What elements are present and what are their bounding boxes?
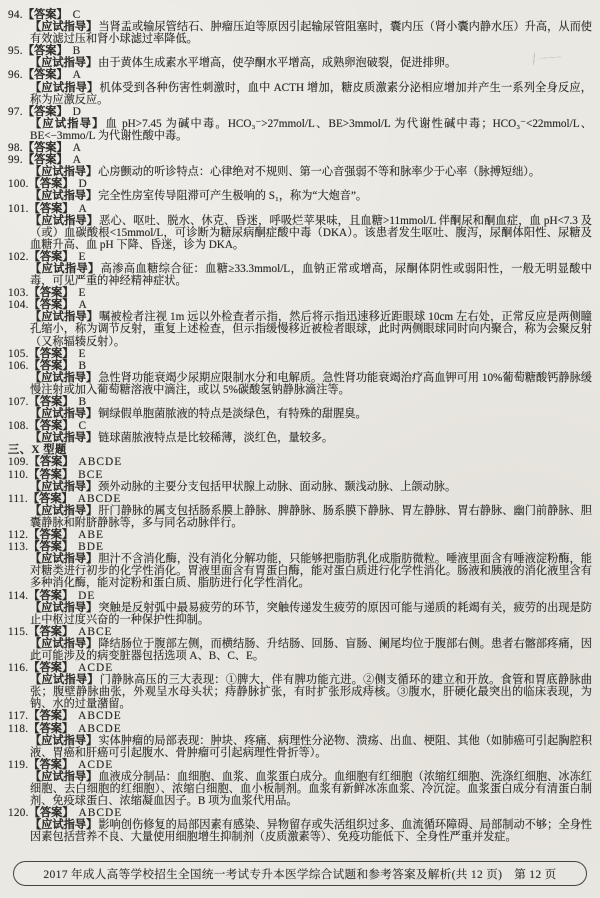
guide-label: 【应试指导】 [30, 371, 98, 384]
answer-item [8, 420, 592, 444]
answer-value: B [78, 359, 88, 372]
answer-line [8, 807, 592, 819]
answer-label: 【答案】 [22, 45, 68, 58]
guide-row [30, 215, 592, 251]
answer-label: 【答案】 [28, 299, 74, 312]
item-number: 117. [8, 710, 29, 723]
item-number: 107. [8, 396, 29, 408]
answer-item [8, 251, 592, 287]
guide-text: 急性肾功能衰竭少尿期应限制水分和电解质。急性肾功能衰竭治疗高血钾可用 10%葡萄糖酸钙静脉缓慢注射或加入葡萄糖溶液中滴注，或以 5%碳酸氢钠静脉滴注等。 [30, 371, 592, 396]
item-number: 108. [8, 420, 29, 433]
guide-text: 颈外动脉的主要分支包括甲状腺上动脉、面动脉、颞浅动脉、上颌动脉。 [98, 480, 457, 493]
guide-label: 【应试指导】 [30, 637, 98, 650]
answer-item [8, 590, 592, 626]
guide-text: 影响创伤修复的局部因素有感染、异物留存或失活组织过多、血流循环障碍、局部制动不够；全身性因素包括营养不良、大量使用细胞增生抑制剂（皮质激素等）、免疫功能低下、全身性严重并发症。 [30, 819, 592, 844]
answer-item [8, 807, 592, 843]
guide-text: 当肾盂或输尿管结石、肿瘤压迫等原因引起输尿管阻塞时，囊内压（肾小囊内静水压）升高，从而使有效滤过压和肾小球滤过率降低。 [30, 21, 592, 46]
guide-label: 【应试指导】 [30, 674, 99, 687]
item-number: 101. [8, 202, 29, 215]
guide-label: 【应试指导】 [30, 166, 98, 179]
guide-text: 恶心、呕吐、脱水、休克、昏迷，呼吸烂苹果味，且血糖>11mmol/L 伴酮尿和酮血症，血 pH<7.3 及（或）血碳酸根<15mmol/L，可诊断为糖尿病酮症酸中毒（DKA）。该患者发生呕吐、腹泻，尿酮体阳性、尿糖及血糖升高、血 pH 下降、昏迷，诊为 DKA。 [30, 214, 592, 251]
answer-value: D [72, 105, 82, 118]
guide-label: 【应试指导】 [30, 21, 98, 34]
answer-label: 【答案】 [28, 722, 74, 735]
item-number: 106. [8, 359, 29, 372]
answer-item [8, 348, 592, 360]
guide-label: 【应试指导】 [30, 601, 98, 614]
answer-value: ACDE [78, 758, 114, 771]
guide-text: 铜绿假单胞菌脓液的特点是淡绿色，有特殊的甜腥臭。 [98, 408, 367, 421]
item-number: 112. [8, 529, 29, 542]
answer-label: 【答案】 [28, 625, 74, 638]
guide-text: 完全性房室传导阻滞可产生极响的 S₁，称为“大炮音”。 [98, 190, 368, 203]
answer-value: ABCDE [78, 456, 123, 469]
answer-value: B [78, 396, 88, 408]
item-number: 120. [8, 807, 29, 820]
guide-label: 【应试指导】 [30, 770, 98, 783]
answer-line [8, 710, 592, 722]
guide-row [30, 481, 592, 493]
guide-text: 由于黄体生成素水平增高，使孕酮水平增高，成熟卵泡破裂，促进排卵。 [98, 57, 457, 70]
answer-value: C [78, 420, 88, 433]
item-number: 110. [8, 468, 29, 481]
answer-line [8, 287, 592, 299]
guide-label: 【应试指导】 [30, 819, 98, 832]
guide-text: 肝门静脉的属支包括肠系膜上静脉、脾静脉、肠系膜下静脉、胃左静脉、胃右静脉、幽门前静脉、胆囊静脉和附脐静脉等，多与同名动脉伴行。 [30, 504, 592, 529]
page-footer [13, 861, 587, 886]
answer-item [8, 493, 592, 529]
answer-line [8, 590, 592, 602]
answer-item [8, 662, 592, 710]
answer-value: C [72, 9, 82, 21]
guide-row [30, 190, 592, 202]
guide-text: 链球菌脓液特点是比较稀薄，淡红色，量较多。 [98, 432, 334, 445]
answer-label: 【答案】 [22, 9, 68, 21]
item-number: 118. [8, 722, 29, 735]
answer-line [8, 662, 592, 674]
answer-item [8, 9, 592, 45]
item-number: 109. [8, 456, 29, 469]
answer-item [8, 541, 592, 589]
item-number: 97. [8, 105, 23, 118]
guide-label: 【应试指导】 [30, 734, 98, 747]
item-number: 103. [8, 287, 29, 300]
footer-text: 2017 年成人高等学校招生全国统一考试专升本医学综合试题和参考答案及解析(共 12 页) 第 12 页 [43, 867, 557, 881]
guide-text: 实体肿瘤的局部表现：肿块、疼痛、病理性分泌物、溃疡、出血、梗阻、其他（如肺癌可引起胸腔积液、胃癌和肝癌可引起腹水、骨肿瘤可引起病理性骨折等）。 [30, 734, 592, 759]
guide-row [30, 638, 592, 662]
guide-row [30, 432, 592, 444]
guide-label: 【应试指导】 [30, 553, 98, 566]
answer-item [8, 178, 592, 202]
guide-label: 【应试指导】 [30, 408, 98, 421]
guide-row [30, 553, 592, 589]
answer-value: A [78, 202, 88, 215]
guide-row [30, 819, 592, 843]
answer-label: 【答案】 [28, 456, 74, 469]
answer-label: 【答案】 [28, 468, 74, 481]
guide-text: 胆汁不含消化酶，没有消化分解功能，只能够把脂肪乳化成脂肪微粒。唾液里面含有唾液淀粉酶，能对糖类进行初步的化学性消化。胃液里面含有胃蛋白酶，能对蛋白质进行化学性消化。肠液和胰液的消化液里含有多种消化酶，能对淀粉和蛋白质、脂肪进行化学性消化。 [30, 553, 592, 590]
guide-label: 【应试指导】 [30, 214, 99, 227]
answer-label: 【答案】 [28, 202, 74, 215]
guide-text: 机体受到各种伤害性刺激时，血中 ACTH 增加，糖皮质激素分泌相应增加并产生一系列全身反应，称为应激反应。 [30, 81, 592, 106]
answer-label: 【答案】 [22, 154, 68, 167]
item-number: 114. [8, 589, 29, 602]
answer-label: 【答案】 [22, 142, 68, 155]
item-number: 111. [8, 492, 28, 505]
guide-text: 嘱被检者注视 1m 远以外检查者示指，然后将示指迅速移近距眼球 10cm 左右处，正常反应是两侧瞳孔缩小，称为调节反射，重复上述检查，但示指缓慢移近被检者眼球，此时两侧眼球同时向内聚合，称为会聚反射（又称辐辏反射）。 [30, 311, 592, 348]
item-number: 102. [8, 250, 29, 263]
answer-line [8, 178, 592, 190]
answer-line [8, 396, 592, 408]
answer-value: ABCDE [77, 492, 122, 505]
item-number: 113. [8, 541, 29, 554]
guide-label: 【应试指导】 [30, 81, 99, 94]
answer-line [8, 420, 592, 432]
answer-value: E [78, 250, 87, 263]
answer-item [8, 529, 592, 541]
answer-label: 【答案】 [28, 541, 74, 554]
answer-line [8, 154, 592, 166]
answer-value: BCE [78, 468, 104, 481]
guide-row [30, 674, 592, 710]
answer-value: A [72, 69, 82, 82]
answer-value: ACDE [78, 662, 114, 675]
answer-line [8, 203, 592, 215]
guide-row [30, 263, 592, 287]
item-number: 96. [8, 69, 23, 82]
answer-label: 【答案】 [28, 347, 74, 360]
answer-line [8, 759, 592, 771]
guide-text: 血 pH>7.45 为碱中毒。HCO₃⁻>27mmol/L、BE>3mmol/L 为代谢性碱中毒；HCO₃⁻<22mmol/L、BE<−3mmo/L 为代谢性酸中毒。 [30, 117, 592, 142]
answer-item [8, 106, 592, 142]
answer-label: 【答案】 [28, 287, 74, 300]
answer-line [8, 299, 592, 311]
answer-line [8, 493, 592, 505]
answer-item [8, 287, 592, 299]
answer-line [8, 142, 592, 154]
guide-label: 【应试指导】 [30, 480, 98, 493]
answer-line [8, 541, 592, 553]
guide-text: 心房颤动的听诊特点：心律绝对不规则、第一心音强弱不等和脉率少于心率（脉搏短绌）。 [98, 166, 541, 179]
guide-label: 【应试指导】 [30, 117, 105, 130]
guide-row [30, 602, 592, 626]
answer-value: ABCDE [78, 807, 123, 820]
answer-item [8, 396, 592, 420]
answer-value: ABCDE [78, 710, 122, 723]
answer-line [8, 529, 592, 541]
answer-label: 【答案】 [28, 420, 74, 433]
guide-text: 门静脉高压的三大表现：①脾大，伴有脾功能亢进。②侧支循环的建立和开放。食管和胃底静脉曲张；腹壁静脉曲张，外观呈水母头状；痔静脉扩张，有时扩张形成痔核。③腹水，肝硬化最突出的临床表现，为钠、水的过量潴留。 [30, 674, 592, 711]
guide-row [30, 82, 592, 106]
guide-text: 血液成分制品：血细胞、血浆、血浆蛋白成分。血细胞有红细胞（浓缩红细胞、洗涤红细胞、冰冻红细胞、去白细胞的红细胞）、浓缩白细胞、血小板制剂。血浆有新鲜冰冻血浆、冷沉淀。血浆蛋白成分有清蛋白制剂、免疫球蛋白、浓缩凝血因子。B 项为血浆代用品。 [30, 770, 592, 808]
guide-label: 【应试指导】 [30, 311, 99, 324]
guide-row [30, 505, 592, 529]
answer-label: 【答案】 [22, 69, 68, 82]
answer-line [8, 469, 592, 481]
answer-label: 【答案】 [28, 807, 74, 820]
answer-line [8, 251, 592, 263]
answer-item [8, 759, 592, 807]
section-heading: 三、X 型题 [8, 444, 67, 457]
answer-label: 【答案】 [22, 105, 68, 118]
answer-line [8, 9, 592, 21]
guide-row [30, 166, 592, 178]
guide-text: 降结肠位于腹部左侧，而横结肠、升结肠、回肠、盲肠、阑尾均位于腹部右侧。患者右髂部疼痛，因此可能涉及的病变脏器包括选项 A、B、C、E。 [30, 637, 592, 662]
guide-label: 【应试指导】 [30, 262, 100, 275]
guide-row [30, 57, 592, 69]
answer-item [8, 203, 592, 251]
scan-smudge [527, 51, 564, 65]
answer-value: ABCDE [78, 722, 122, 735]
item-number: 116. [8, 662, 29, 675]
answer-label: 【答案】 [28, 758, 74, 771]
answer-label: 【答案】 [28, 662, 74, 675]
guide-row [30, 311, 592, 347]
answer-item [8, 299, 592, 347]
answer-label: 【答案】 [28, 250, 74, 263]
answer-value: DE [78, 589, 96, 602]
answer-value: E [78, 287, 87, 300]
item-number: 100. [8, 178, 29, 191]
answer-line [8, 69, 592, 81]
guide-row [30, 118, 592, 142]
guide-row [30, 21, 592, 45]
answer-item [8, 360, 592, 396]
guide-label: 【应试指导】 [30, 504, 98, 517]
guide-label: 【应试指导】 [30, 57, 98, 70]
answer-item [8, 142, 592, 154]
item-number: 119. [8, 758, 29, 771]
answer-label: 【答案】 [28, 178, 74, 191]
guide-row [30, 771, 592, 807]
answer-item [8, 154, 592, 178]
answer-item [8, 626, 592, 662]
answer-label: 【答案】 [28, 710, 74, 723]
answer-line [8, 348, 592, 360]
answer-label: 【答案】 [28, 396, 74, 408]
answer-item [8, 456, 592, 468]
guide-label: 【应试指导】 [30, 190, 98, 203]
guide-text: 高渗高血糖综合征：血糖≥33.3mmol/L，血钠正常或增高，尿酮体阴性或弱阳性，一般无明显酸中毒，可见严重的神经精神症状。 [30, 262, 592, 288]
answer-item [8, 710, 592, 722]
answer-line [8, 456, 592, 468]
answer-value: B [72, 45, 82, 58]
item-number: 95. [8, 45, 23, 58]
item-number: 105. [8, 347, 29, 360]
guide-row [30, 372, 592, 396]
answer-label: 【答案】 [27, 492, 73, 505]
answer-value: E [78, 347, 87, 360]
answer-line [8, 723, 592, 735]
answer-item [8, 723, 592, 759]
answer-value: A [72, 154, 82, 167]
guide-text: 突触是反射弧中最易疲劳的环节，突触传递发生疲劳的原因可能与递质的耗竭有关，疲劳的出现是防止中枢过度兴奋的一种保护性抑制。 [30, 601, 592, 626]
answer-line [8, 626, 592, 638]
answer-label: 【答案】 [28, 529, 74, 542]
guide-row [30, 735, 592, 759]
answer-line [8, 45, 592, 57]
guide-label: 【应试指导】 [30, 432, 98, 445]
answer-label: 【答案】 [28, 589, 74, 602]
item-number: 94. [8, 9, 23, 21]
answer-value: ABE [78, 529, 104, 542]
answer-line [8, 106, 592, 118]
answer-item [8, 69, 592, 105]
answer-value: D [78, 178, 88, 191]
answer-item [8, 45, 592, 69]
guide-row [30, 408, 592, 420]
item-number: 98. [8, 142, 23, 155]
answer-value: A [72, 142, 82, 155]
item-number: 115. [8, 625, 29, 638]
answer-line [8, 360, 592, 372]
answer-value: ABCE [78, 625, 113, 638]
answer-item [8, 469, 592, 493]
answer-value: BDE [78, 541, 104, 554]
item-number: 104. [8, 299, 29, 312]
answer-label: 【答案】 [28, 359, 74, 372]
answer-list [8, 9, 592, 843]
answer-value: A [78, 299, 88, 312]
item-number: 99. [8, 154, 23, 167]
